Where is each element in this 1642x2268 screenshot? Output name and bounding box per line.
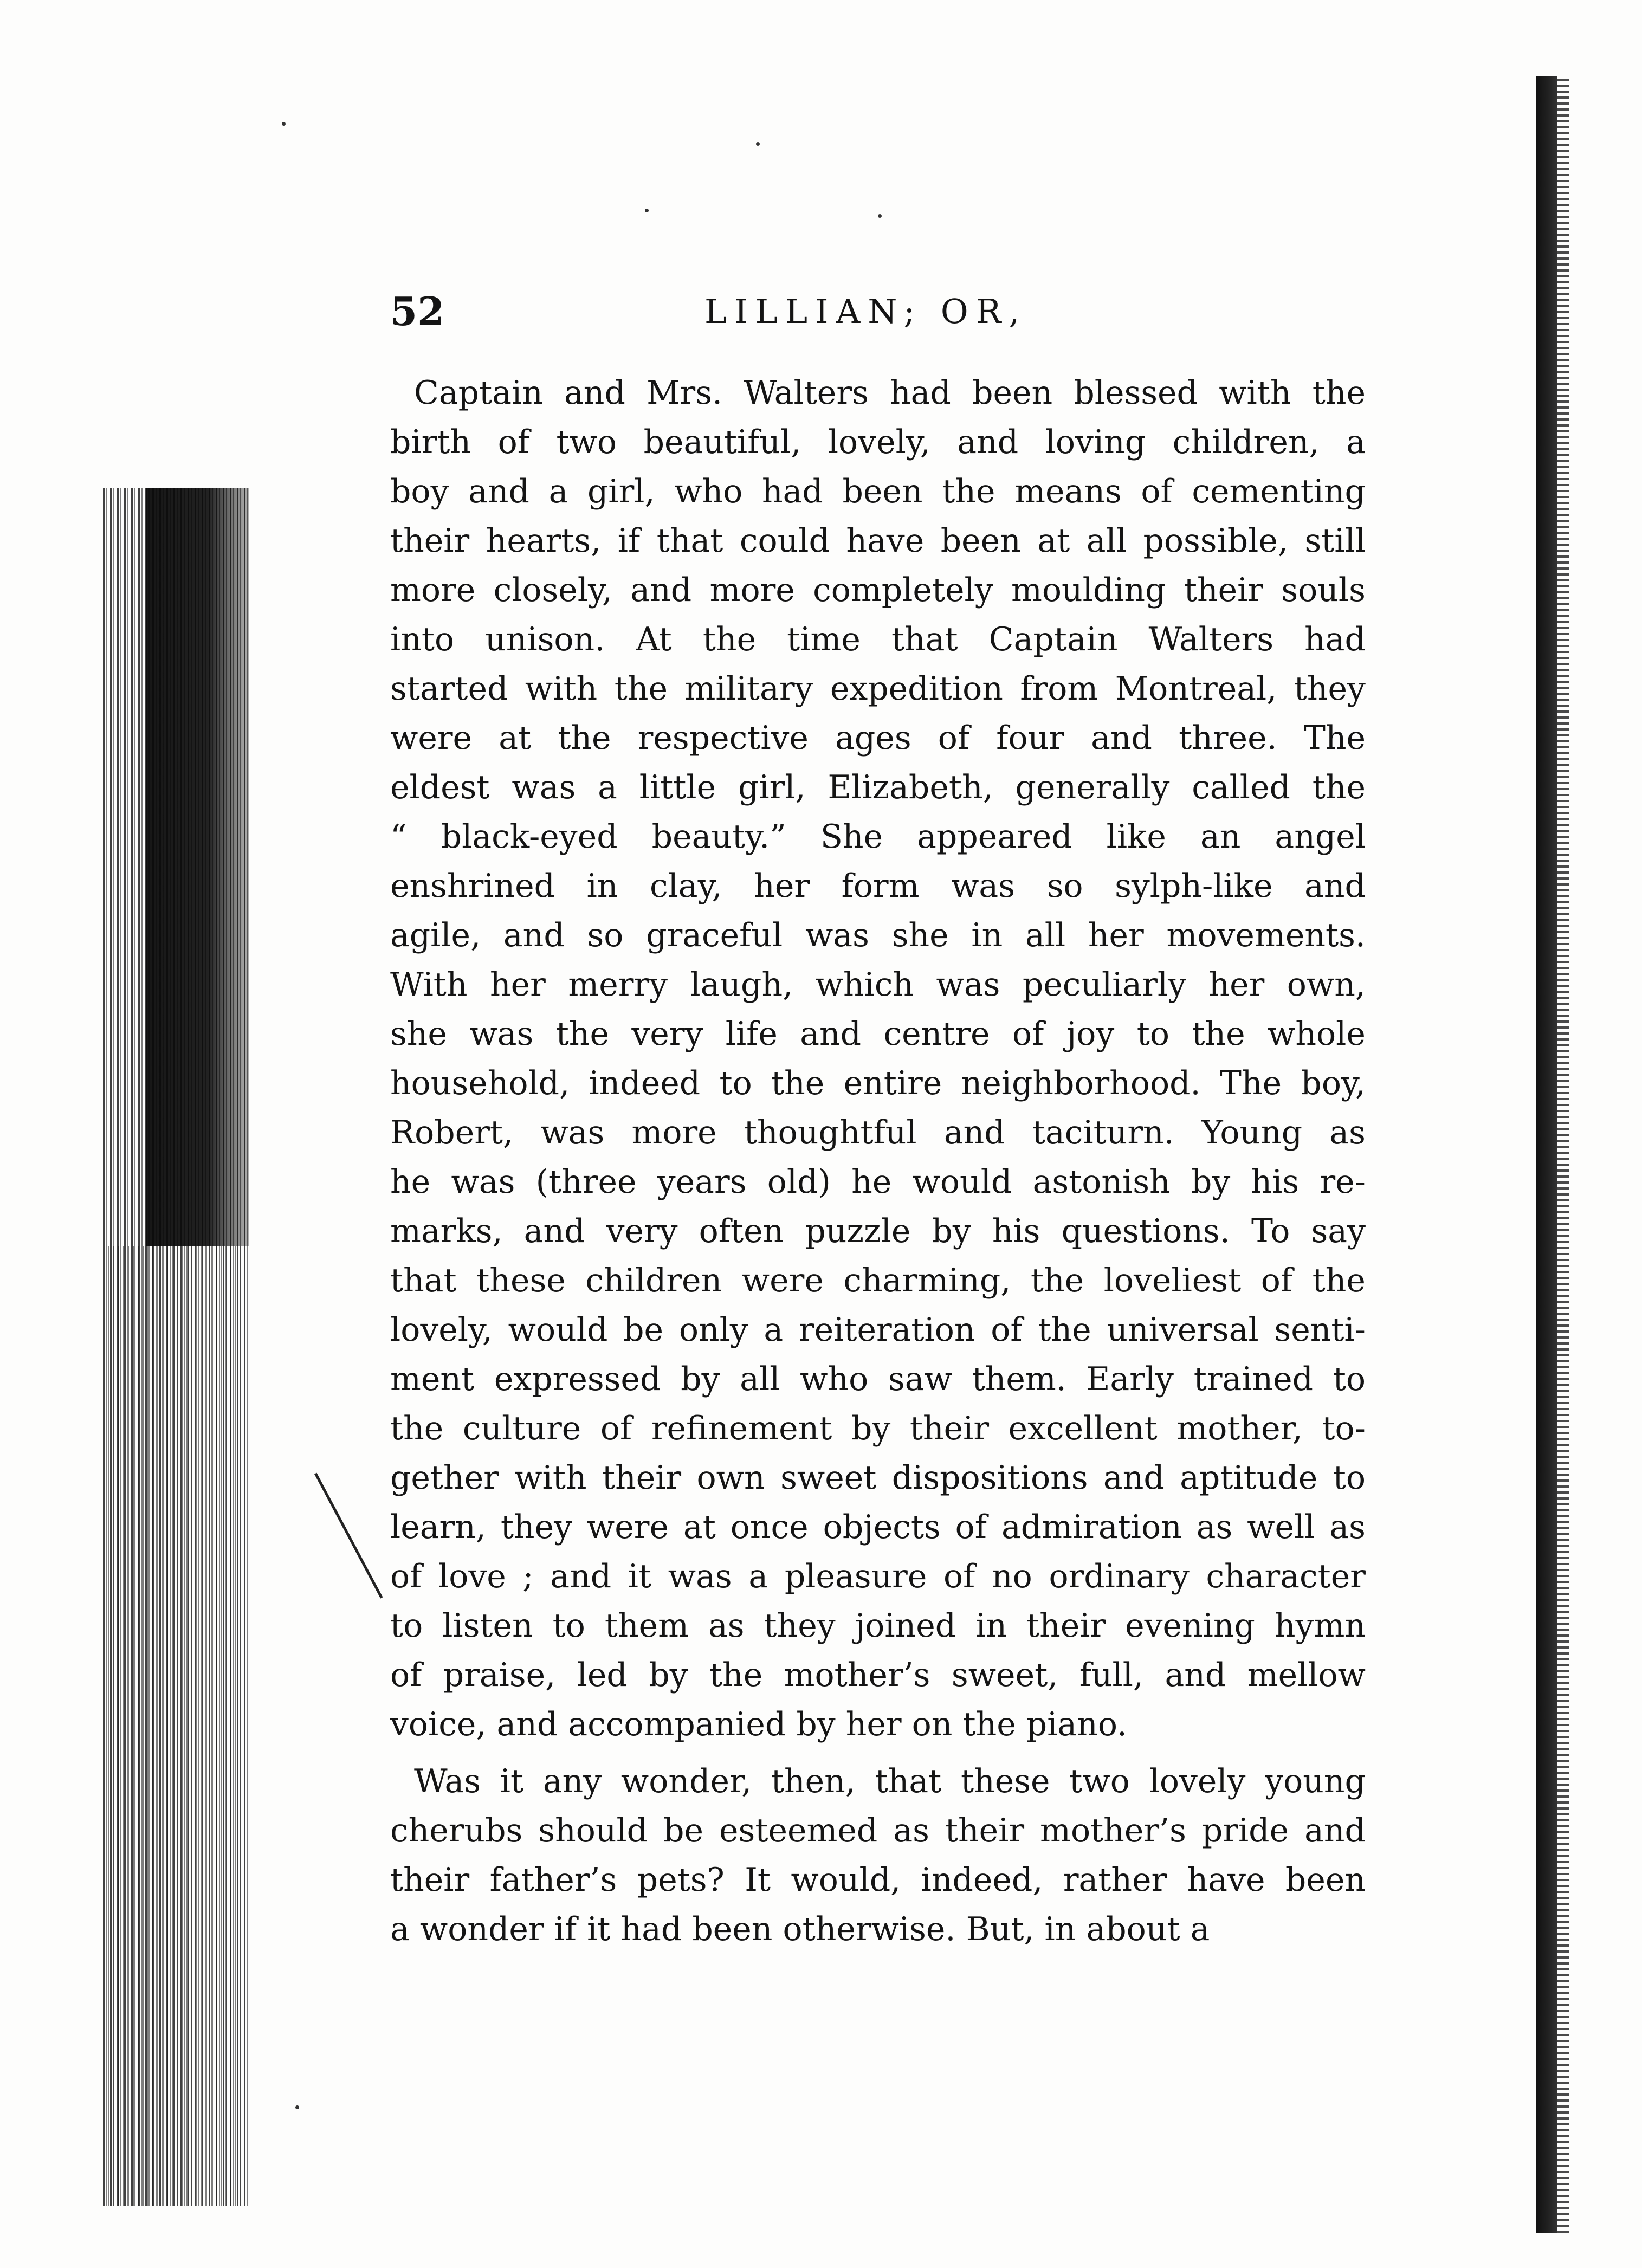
text-line: Was it any wonder, then, that these two lovely young	[414, 1762, 1366, 1800]
scan-binding-shadow-right	[1536, 76, 1557, 2233]
pen-mark	[314, 1473, 383, 1599]
text-line: she was the very life and centre of joy to the whole	[390, 1015, 1366, 1053]
scan-speck	[645, 209, 649, 212]
text-line: into unison. At the time that Captain Walters had	[390, 621, 1366, 658]
text-line: their father’s pets? It would, indeed, rather have been	[390, 1861, 1366, 1899]
paragraph	[390, 369, 1366, 1749]
text-line: of praise, led by the mother’s sweet, full, and mellow	[390, 1656, 1366, 1694]
text-line: enshrined in clay, her form was so sylph-like and	[390, 867, 1366, 905]
text-line: marks, and very often puzzle by his questions. To say	[390, 1212, 1366, 1250]
text-line: boy and a girl, who had been the means of cementing	[390, 473, 1366, 511]
page-header	[390, 282, 1366, 341]
text-line: eldest was a little girl, Elizabeth, generally called the	[390, 768, 1366, 806]
text-line: agile, and so graceful was she in all her movements.	[390, 916, 1366, 954]
text-line: their hearts, if that could have been at all possible, still	[390, 522, 1366, 560]
text-line: learn, they were at once objects of admiration as well as	[390, 1508, 1366, 1546]
text-line: Captain and Mrs. Walters had been blessed with the	[414, 374, 1366, 412]
text-line: a wonder if it had been otherwise. But, in about a	[390, 1910, 1210, 1948]
text-line: household, indeed to the entire neighborhood. The boy,	[390, 1064, 1366, 1102]
text-line: With her merry laugh, which was peculiarly her own,	[390, 966, 1366, 1004]
body-text	[390, 369, 1366, 1954]
text-line: to listen to them as they joined in their evening hymn	[390, 1607, 1366, 1645]
text-line: lovely, would be only a reiteration of the universal senti-	[390, 1311, 1366, 1349]
text-line: Robert, was more thoughtful and taciturn. Young as	[390, 1114, 1366, 1152]
text-line: gether with their own sweet dispositions and aptitude to	[390, 1459, 1366, 1497]
text-line: the culture of refinement by their excellent mother, to-	[390, 1410, 1366, 1448]
text-line: cherubs should be esteemed as their mother’s pride and	[390, 1812, 1366, 1850]
running-head: LILLIAN; OR,	[704, 292, 1027, 331]
page-number: 52	[390, 288, 445, 334]
scan-binding-dark-band	[146, 488, 249, 1246]
text-line: were at the respective ages of four and three. The	[390, 719, 1366, 757]
text-line: ment expressed by all who saw them. Early trained to	[390, 1360, 1366, 1398]
paragraph	[390, 1757, 1366, 1954]
scan-speck	[282, 122, 286, 126]
scan-binding-fade	[108, 1246, 244, 2206]
text-line: more closely, and more completely moulding their souls	[390, 571, 1366, 609]
scan-speck	[756, 142, 760, 146]
text-line: that these children were charming, the loveliest of the	[390, 1262, 1366, 1300]
text-line: started with the military expedition from Montreal, they	[390, 670, 1366, 708]
scan-speck	[878, 214, 882, 218]
text-line: “ black-eyed beauty.” She appeared like an angel	[390, 818, 1366, 856]
text-line: of love ; and it was a pleasure of no ordinary character	[390, 1558, 1366, 1595]
text-line: voice, and accompanied by her on the piano.	[390, 1705, 1127, 1743]
text-line: he was (three years old) he would astonish by his re-	[390, 1163, 1366, 1201]
scan-speck	[295, 2105, 299, 2109]
paragraph-gap	[390, 1749, 1366, 1757]
scan-binding-edge-right	[1557, 76, 1569, 2233]
text-line: birth of two beautiful, lovely, and loving children, a	[390, 423, 1366, 461]
